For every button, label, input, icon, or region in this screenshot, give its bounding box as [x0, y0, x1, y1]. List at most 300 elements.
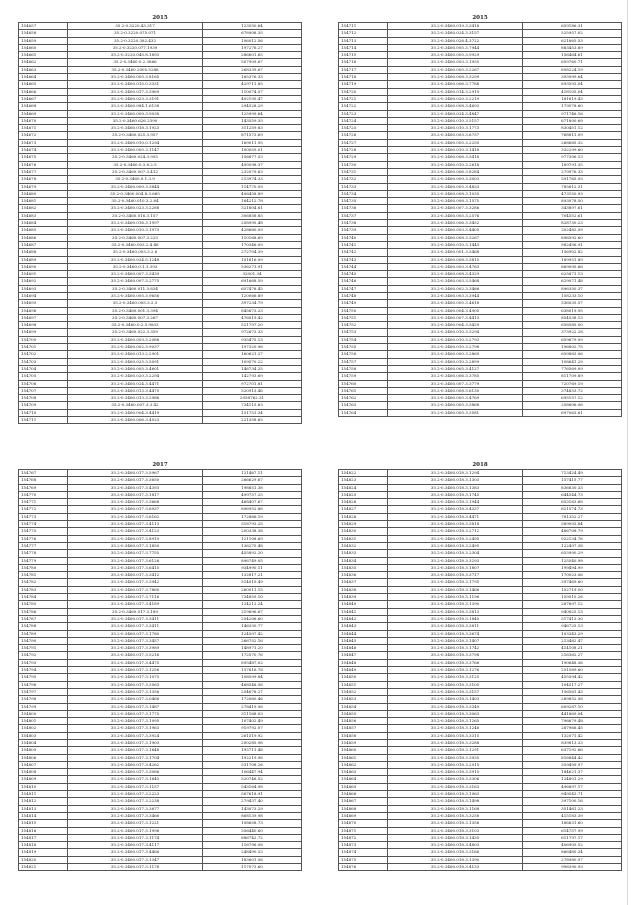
table-row — [19, 688, 302, 695]
amount-cell: 170346.09 — [203, 241, 302, 248]
amount-cell: 896749.05 — [203, 557, 302, 564]
row-id-cell: 154772 — [19, 506, 68, 513]
account-code-cell: 35.2-0.3460.018.3.3063 — [388, 710, 523, 717]
table-row — [339, 572, 622, 579]
account-code-cell: 35.2-0.3460.018.3.3125 — [388, 674, 523, 681]
table-row — [19, 351, 302, 358]
year-heading: 2015 — [152, 15, 168, 21]
account-code-cell: 35.2-0.3460.005.3.3868 — [388, 402, 523, 409]
row-id-cell: 154674 — [19, 147, 68, 154]
account-code-cell: 35.2-0.3460.019.3.3418 — [388, 23, 523, 30]
amount-cell: 157415.77 — [523, 477, 622, 484]
table-row — [339, 300, 622, 307]
table-row — [339, 703, 622, 710]
row-id-cell: 154747 — [339, 285, 388, 292]
amount-cell: 279976.33 — [523, 168, 622, 175]
row-id-cell: 154697 — [19, 314, 68, 321]
account-code-cell: 35.2-0.3460.006.3.3785 — [388, 373, 523, 380]
amount-cell: 172570.76 — [203, 652, 302, 659]
row-id-cell: 154711 — [19, 417, 68, 424]
table-row — [19, 579, 302, 586]
amount-cell: 658585.00 — [523, 322, 622, 329]
row-id-cell: 154798 — [19, 696, 68, 703]
account-code-cell: 35.2-0.3460.017.3.4393 — [68, 484, 203, 491]
row-id-cell: 154810 — [19, 783, 68, 790]
amount-cell: 332299.60 — [523, 147, 622, 154]
account-code-cell: 35.2-0.3460.010.3.1773 — [388, 125, 523, 132]
row-id-cell: 154834 — [339, 557, 388, 564]
row-id-cell: 154767 — [19, 470, 68, 477]
table-row — [19, 820, 302, 827]
row-id-cell: 154778 — [19, 550, 68, 557]
row-id-cell: 154869 — [339, 812, 388, 819]
account-code-cell: 35.2-0.3460.006.3.3418 — [388, 154, 523, 161]
table-row — [339, 271, 622, 278]
amount-cell: 200338.38 — [203, 528, 302, 535]
account-code-cell: 35.2-0.3460.006.3.4523 — [68, 417, 203, 424]
row-id-cell: 154859 — [339, 739, 388, 746]
page-block-1 — [18, 14, 302, 424]
amount-cell: 713424.49 — [523, 470, 622, 477]
amount-cell: 455892.20 — [203, 550, 302, 557]
row-id-cell: 154822 — [339, 470, 388, 477]
table-row — [339, 249, 622, 256]
account-code-cell: 35.2-0.3460.017.3.4262 — [68, 761, 203, 768]
amount-cell: 356440.60 — [203, 827, 302, 834]
account-code-cell: 35.2-0.3460.001.3.394 — [68, 307, 203, 314]
amount-cell: 266629.67 — [203, 477, 302, 484]
table-row — [339, 292, 622, 299]
table-row — [339, 630, 622, 637]
amount-cell: 213482.47 — [523, 637, 622, 644]
amount-cell: 919792.07 — [203, 725, 302, 732]
table-row — [19, 542, 302, 549]
account-code-cell: 35.2-0.3460.018.3.2712 — [388, 528, 523, 535]
table-row — [339, 103, 622, 110]
amount-cell: 418105.04 — [523, 88, 622, 95]
account-code-cell: 35.2-0.3460.020.3.2294 — [68, 373, 203, 380]
table-row — [19, 183, 302, 190]
amount-cell: 934990.11 — [203, 564, 302, 571]
table-row — [19, 535, 302, 542]
row-id-cell: 154724 — [339, 117, 388, 124]
table-row — [19, 718, 302, 725]
account-code-cell: 35.2-0.3460.018.3.1795 — [388, 579, 523, 586]
table-row — [339, 168, 622, 175]
table-row — [19, 81, 302, 88]
table-row — [19, 812, 302, 819]
row-id-cell: 154847 — [339, 652, 388, 659]
amount-cell: 321804.81 — [203, 205, 302, 212]
account-code-cell: 35.2-0.3460.018.3.3811 — [388, 623, 523, 630]
account-code-cell: 35.2-0.3460.023.3.3191 — [68, 95, 203, 102]
amount-cell: 441869.04 — [523, 710, 622, 717]
row-id-cell: 154858 — [339, 732, 388, 739]
year-heading: 2015 — [472, 15, 488, 21]
table-row — [339, 820, 622, 827]
amount-cell: 397469.60 — [523, 579, 622, 586]
amount-cell: 609287.10 — [523, 703, 622, 710]
account-code-cell: 35.2-0.3460.017.3.4475 — [68, 659, 203, 666]
amount-cell: 868139.98 — [203, 812, 302, 819]
row-id-cell: 154837 — [339, 579, 388, 586]
account-code-cell: 35.2-0.3460.018.3.1807 — [388, 564, 523, 571]
row-id-cell: 154799 — [19, 703, 68, 710]
table-row — [339, 395, 622, 402]
table-row — [19, 314, 302, 321]
row-id-cell: 154659 — [19, 37, 68, 44]
amount-cell: 165376.33 — [203, 74, 302, 81]
amount-cell: 536035.57 — [523, 300, 622, 307]
table-row — [19, 703, 302, 710]
amount-cell: 657478.45 — [203, 285, 302, 292]
amount-cell: 199494.99 — [523, 564, 622, 571]
table-row — [19, 615, 302, 622]
row-id-cell: 154752 — [339, 322, 388, 329]
account-code-cell: 35.2-0.3460.005.3.4769 — [388, 395, 523, 402]
amount-cell: 397100.16 — [523, 798, 622, 805]
account-code-cell: 35.2-0.3460.003.3.2088 — [68, 336, 203, 343]
amount-cell: 893078.50 — [523, 198, 622, 205]
table-row — [339, 212, 622, 219]
row-id-cell: 154734 — [339, 190, 388, 197]
account-code-cell: 35.2-0.3460.007.3.3286 — [388, 205, 523, 212]
row-id-cell: 154850 — [339, 674, 388, 681]
account-code-cell: 35.2-0.3460.018.3.3813 — [388, 608, 523, 615]
row-id-cell: 154729 — [339, 154, 388, 161]
amount-cell: 946725.13 — [523, 623, 622, 630]
table-row — [339, 681, 622, 688]
account-code-cell: 35.2-0.3460.010.3.1973 — [68, 227, 203, 234]
amount-cell: 796679.48 — [523, 718, 622, 725]
account-code-cell: 35.2-0.3460.013.2.2901 — [68, 351, 203, 358]
table-row — [339, 139, 622, 146]
row-id-cell: 154814 — [19, 812, 68, 819]
account-code-cell: 35.2-0.3460.025.3.5091 — [68, 358, 203, 365]
table-row — [339, 791, 622, 798]
table-row — [19, 572, 302, 579]
account-code-cell: 35.2-0.3460.018.3.4133 — [388, 864, 523, 871]
row-id-cell: 154658 — [19, 30, 68, 37]
account-code-cell: 35.2-0.3460.018.3.3166 — [388, 849, 523, 856]
row-id-cell: 154707 — [19, 387, 68, 394]
account-code-cell: 35.2-0.3460.018.3.1435 — [388, 834, 523, 841]
amount-cell: 124597.42 — [203, 630, 302, 637]
account-code-cell: 35.2-0.3460.018.3.1196 — [388, 594, 523, 601]
account-code-cell: 35.2-0.3460.017.3.3650 — [68, 477, 203, 484]
table-row — [19, 521, 302, 528]
table-row — [19, 117, 302, 124]
table-row — [339, 402, 622, 409]
table-row — [339, 739, 622, 746]
table-row — [339, 205, 622, 212]
amount-cell: 402195.47 — [203, 95, 302, 102]
row-id-cell: 154761 — [339, 387, 388, 394]
account-code-cell: 35.2-0.3460.020.3.2219 — [388, 95, 523, 102]
account-code-cell: 35.2-0.3460.017.3.6937 — [68, 506, 203, 513]
amount-cell: 720769.19 — [523, 380, 622, 387]
row-id-cell: 154732 — [339, 176, 388, 183]
amount-cell: 142793.69 — [203, 373, 302, 380]
table-row — [339, 336, 622, 343]
account-code-cell: 35.2-0.3460.005.3.4833 — [388, 183, 523, 190]
account-code-cell: 35.2-0.3460.017.3.3457 — [68, 637, 203, 644]
row-id-cell: 154803 — [19, 732, 68, 739]
account-code-cell: 35.2-0.3460.010.3.1443 — [388, 241, 523, 248]
table-row — [339, 674, 622, 681]
row-id-cell: 154663 — [19, 66, 68, 73]
amount-cell: 517413.30 — [523, 615, 622, 622]
table-row — [339, 783, 622, 790]
row-id-cell: 154875 — [339, 856, 388, 863]
row-id-cell: 154681 — [19, 198, 68, 205]
table-row — [339, 183, 622, 190]
amount-cell: 671800.69 — [523, 117, 622, 124]
ledger-body — [19, 470, 302, 871]
table-row — [339, 59, 622, 66]
row-id-cell: 154802 — [19, 725, 68, 732]
account-code-cell: 35.2-0.3460.003.3.4763 — [388, 263, 523, 270]
table-row — [339, 769, 622, 776]
amount-cell: 221358.65 — [203, 417, 302, 424]
table-row — [19, 834, 302, 841]
scrollbar-track[interactable] — [627, 0, 628, 905]
amount-cell: 695157.12 — [523, 395, 622, 402]
row-id-cell: 154809 — [19, 776, 68, 783]
amount-cell: 192219.98 — [203, 754, 302, 761]
amount-cell: 110168.69 — [203, 234, 302, 241]
account-code-cell: 35.2-0.3460.018.3.1390 — [388, 856, 523, 863]
amount-cell: 148971.20 — [203, 645, 302, 652]
amount-cell: 614757.99 — [523, 827, 622, 834]
row-id-cell: 154728 — [339, 147, 388, 154]
row-id-cell: 154872 — [339, 834, 388, 841]
table-row — [19, 300, 302, 307]
account-code-cell: 35.2-0.3460.024.5.1248 — [68, 256, 203, 263]
row-id-cell: 154750 — [339, 307, 388, 314]
account-code-cell: 35.2-0.3460.0.1.1.393 — [68, 263, 203, 270]
amount-cell: 132817.21 — [203, 572, 302, 579]
amount-cell: 525957.02 — [523, 30, 622, 37]
amount-cell: 169011.95 — [203, 139, 302, 146]
amount-cell: 589093.84 — [523, 521, 622, 528]
amount-cell: 821574.73 — [523, 506, 622, 513]
amount-cell: 935475.13 — [203, 336, 302, 343]
amount-cell: 940825.13 — [523, 608, 622, 615]
account-code-cell: 35.2-0.3460.017.3.1996 — [68, 827, 203, 834]
amount-cell: 181619.43 — [523, 95, 622, 102]
row-id-cell: 154780 — [19, 564, 68, 571]
row-id-cell: 154769 — [19, 484, 68, 491]
account-code-cell: 35.2-0.3460.017.3.3924 — [68, 732, 203, 739]
table-row — [339, 147, 622, 154]
row-id-cell: 154774 — [19, 521, 68, 528]
table-row — [19, 95, 302, 102]
row-id-cell: 154871 — [339, 827, 388, 834]
amount-cell: 156877.53 — [203, 154, 302, 161]
account-code-cell: 35.2-0.3460.001.3.3468 — [388, 249, 523, 256]
account-code-cell: 35.2-0.3460.007.3.225 — [68, 234, 203, 241]
amount-cell: 922134.76 — [523, 535, 622, 542]
amount-cell: 32001.34 — [203, 271, 302, 278]
account-code-cell: 35.2-0.3460.003.2.4.46 — [68, 241, 203, 248]
amount-cell: 406905.52 — [523, 842, 622, 849]
amount-cell: 659186.31 — [523, 23, 622, 30]
account-code-cell: 35.2-0.3460.015.0.3331 — [68, 81, 203, 88]
account-code-cell: 35.2-0.3460.017.3.1817 — [68, 491, 203, 498]
account-code-cell: 35.2-0.3460.017.3.1775 — [68, 710, 203, 717]
row-id-cell: 154779 — [19, 557, 68, 564]
table-row — [19, 23, 302, 30]
table-row — [339, 542, 622, 549]
table-row — [19, 776, 302, 783]
table-row — [19, 263, 302, 270]
account-code-cell: 35.2-0.3460.017.3.3563 — [68, 681, 203, 688]
account-code-cell: 35.2-0.3460.009.3.9038 — [68, 110, 203, 117]
table-row — [339, 365, 622, 372]
row-id-cell: 154808 — [19, 769, 68, 776]
account-code-cell: 35.2-0.3460.018.3.3674 — [388, 630, 523, 637]
account-code-cell: 35.2-0.3460.005.3.2267 — [388, 66, 523, 73]
amount-cell: 159515.26 — [523, 594, 622, 601]
amount-cell: 854538.13 — [523, 314, 622, 321]
table-row — [19, 798, 302, 805]
amount-cell: 100059.01 — [203, 147, 302, 154]
amount-cell: 157616.78 — [203, 667, 302, 674]
table-row — [339, 154, 622, 161]
table-row — [19, 256, 302, 263]
account-code-cell: 35.2-0.3460.017.3.3411 — [68, 623, 203, 630]
table-row — [19, 484, 302, 491]
table-row — [19, 168, 302, 175]
amount-cell: 496897.17 — [523, 783, 622, 790]
amount-cell: 429711.85 — [203, 81, 302, 88]
amount-cell: 151751.34 — [203, 409, 302, 416]
row-id-cell: 154691 — [19, 271, 68, 278]
amount-cell: 278419.56 — [203, 703, 302, 710]
row-id-cell: 154833 — [339, 550, 388, 557]
row-id-cell: 154841 — [339, 608, 388, 615]
amount-cell: 734115.63 — [203, 402, 302, 409]
row-id-cell: 154740 — [339, 234, 388, 241]
row-id-cell: 154693 — [19, 285, 68, 292]
table-row — [19, 842, 302, 849]
row-id-cell: 154852 — [339, 688, 388, 695]
table-row — [19, 234, 302, 241]
account-code-cell: 35.2-0.3460.018.3.3315 — [388, 732, 523, 739]
amount-cell: 625871.13 — [523, 271, 622, 278]
amount-cell: 845673.23 — [203, 307, 302, 314]
row-id-cell: 154835 — [339, 564, 388, 571]
account-code-cell: 35.2-0.3460.017.3.189 — [68, 608, 203, 615]
table-row — [339, 176, 622, 183]
account-code-cell: 35.2-0.3460.017.3.5967 — [68, 470, 203, 477]
account-code-cell: 35.2-0.3460.024.3.955 — [68, 154, 203, 161]
amount-cell: 156464.61 — [523, 52, 622, 59]
table-row — [339, 586, 622, 593]
row-id-cell: 154668 — [19, 103, 68, 110]
amount-cell: 659883.06 — [523, 351, 622, 358]
table-row — [339, 601, 622, 608]
table-row — [19, 139, 302, 146]
row-id-cell: 154823 — [339, 477, 388, 484]
table-row — [339, 227, 622, 234]
row-id-cell: 154676 — [19, 161, 68, 168]
amount-cell: 653990.29 — [523, 550, 622, 557]
account-code-cell: 35.2-0.3460.005.3.7944 — [388, 44, 523, 51]
amount-cell: 507909.67 — [203, 59, 302, 66]
table-row — [19, 409, 302, 416]
row-id-cell: 154784 — [19, 594, 68, 601]
amount-cell: 198851.38 — [203, 484, 302, 491]
row-id-cell: 154687 — [19, 241, 68, 248]
account-code-cell: 35.2-0.3460.005.3.2250 — [388, 139, 523, 146]
table-row — [19, 681, 302, 688]
account-code-cell: 35.2-0.3460.007.3.412 — [68, 168, 203, 175]
row-id-cell: 154696 — [19, 307, 68, 314]
account-code-cell: 35.2-0.3460.018.3.3935 — [388, 754, 523, 761]
account-code-cell: 35.2-0.3460.018.3.3157 — [388, 688, 523, 695]
amount-cell: 869095.66 — [523, 263, 622, 270]
amount-cell: 896592.60 — [523, 234, 622, 241]
amount-cell: 258606.06 — [523, 402, 622, 409]
row-id-cell: 154684 — [19, 220, 68, 227]
account-code-cell: 35.2-0.3460.008.3.1575 — [388, 198, 523, 205]
row-id-cell: 154800 — [19, 710, 68, 717]
table-row — [339, 23, 622, 30]
row-id-cell: 154762 — [339, 395, 388, 402]
amount-cell: 972673.33 — [203, 329, 302, 336]
table-row — [339, 513, 622, 520]
row-id-cell: 154703 — [19, 358, 68, 365]
table-row — [19, 387, 302, 394]
table-row — [339, 688, 622, 695]
amount-cell: 514015.49 — [203, 579, 302, 586]
table-row — [19, 513, 302, 520]
table-row — [19, 176, 302, 183]
account-code-cell: 35.2-0.3460.626.2390 — [68, 117, 203, 124]
account-code-cell: 35.2-0.3460.018.3.3293 — [388, 557, 523, 564]
row-id-cell: 154710 — [19, 409, 68, 416]
amount-cell: 982456.91 — [523, 241, 622, 248]
table-row — [339, 645, 622, 652]
table-row — [339, 550, 622, 557]
table-row — [19, 586, 302, 593]
amount-cell: 998390.93 — [523, 864, 622, 871]
account-code-cell: 35.2-0.3460.016.3.157 — [68, 212, 203, 219]
table-row — [19, 285, 302, 292]
row-id-cell: 154851 — [339, 681, 388, 688]
account-code-cell: 35.2-0.3460.018.3.1303 — [388, 477, 523, 484]
amount-cell: 896350.37 — [523, 285, 622, 292]
table-row — [19, 154, 302, 161]
account-code-cell: 35.2-0.3460.018.3.4337 — [388, 506, 523, 513]
amount-cell: 184621.37 — [523, 769, 622, 776]
table-row — [19, 205, 302, 212]
table-row — [339, 506, 622, 513]
row-id-cell: 154813 — [19, 805, 68, 812]
amount-cell: 499598.37 — [203, 161, 302, 168]
amount-cell: 196802.75 — [523, 344, 622, 351]
row-id-cell: 154664 — [19, 74, 68, 81]
account-code-cell: 35.2-0.3460.008.3.3299 — [388, 74, 523, 81]
row-id-cell: 154713 — [339, 37, 388, 44]
amount-cell: 343897.61 — [523, 205, 622, 212]
table-row — [19, 710, 302, 717]
account-code-cell: 35.2-0.3460.010.3.2899 — [388, 358, 523, 365]
table-row — [339, 659, 622, 666]
row-id-cell: 154797 — [19, 688, 68, 695]
